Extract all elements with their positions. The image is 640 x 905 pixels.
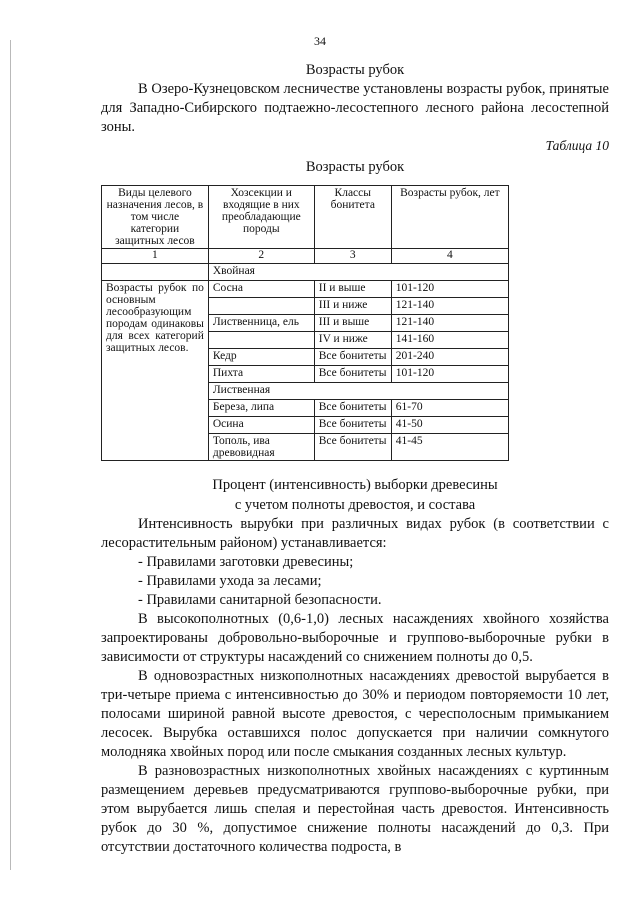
species-cell <box>208 298 314 315</box>
column-number: 1 <box>102 249 209 264</box>
page-content <box>101 60 609 857</box>
group-label-deciduous: Лиственная <box>208 383 508 400</box>
table-row <box>102 264 509 281</box>
age-cell: 121-140 <box>391 315 508 332</box>
age-cell: 101-120 <box>391 366 508 383</box>
scan-margin-line <box>10 40 11 870</box>
age-cell: 141-160 <box>391 332 508 349</box>
age-cell: 121-140 <box>391 298 508 315</box>
column-number: 2 <box>208 249 314 264</box>
class-cell: Все бонитеты <box>314 349 391 366</box>
column-number-row <box>102 249 509 264</box>
intro-paragraph: В Озеро-Кузнецовском лесничестве установлены возрасты рубок, принятые для Западно-Сибирского подтаежно-лесостепного лесного района лесостепной зоны. <box>101 81 609 135</box>
age-cell: 41-50 <box>391 417 508 434</box>
table-row <box>102 281 509 298</box>
species-cell: Береза, липа <box>208 400 314 417</box>
table-header-row <box>102 186 509 249</box>
header-cell: Хозсекции и входящие в них преобладающие породы <box>208 186 314 249</box>
species-cell <box>208 332 314 349</box>
section2-title-line1: Процент (интенсивность) выборки древесины <box>212 477 498 493</box>
table-label: Таблица 10 <box>545 138 609 153</box>
species-cell: Сосна <box>208 281 314 298</box>
header-cell: Виды целевого назначения лесов, в том числе категории защитных лесов <box>102 186 209 249</box>
bullet-item: - Правилами заготовки древесины; <box>138 554 354 570</box>
high-density-paragraph: В высокополнотных (0,6-1,0) лесных насаждениях хвойного хозяйства запроектированы добровольно-выборочные и группово-выборочные рубки в зависимости от структуры насаждений со снижением полноты до 0,5. <box>101 611 609 665</box>
species-cell: Пихта <box>208 366 314 383</box>
header-cell: Классы бонитета <box>314 186 391 249</box>
column-number: 3 <box>314 249 391 264</box>
intensity-paragraph: Интенсивность вырубки при различных видах рубок (в соответствии с лесорастительным районом) устанавливается: <box>101 516 609 551</box>
section-title: Возрасты рубок <box>305 62 405 78</box>
bullet-item: - Правилами ухода за лесами; <box>138 573 322 589</box>
class-cell: Все бонитеты <box>314 400 391 417</box>
class-cell: II и выше <box>314 281 391 298</box>
class-cell: Все бонитеты <box>314 434 391 461</box>
species-cell: Лиственница, ель <box>208 315 314 332</box>
age-cell: 101-120 <box>391 281 508 298</box>
class-cell: Все бонитеты <box>314 366 391 383</box>
header-cell: Возрасты рубок, лет <box>391 186 508 249</box>
species-cell: Кедр <box>208 349 314 366</box>
cutting-ages-table <box>101 185 509 461</box>
even-aged-paragraph: В одновозрастных низкополнотных насаждениях древостой вырубается в три-четыре приема с интенсивностью до 30% и периодом повторяемости 10 лет, полосами шириной равной высоте древостоя, с чересполосным примыканием лесосек. Вырубка оставшихся полос допускается при наличии сомкнутого молодняка хвойных пород или после смыкания созданных лесных культур. <box>101 668 609 760</box>
age-cell: 61-70 <box>391 400 508 417</box>
table-title: Возрасты рубок <box>305 159 405 175</box>
class-cell: III и выше <box>314 315 391 332</box>
species-cell: Тополь, ива древовидная <box>208 434 314 461</box>
bullet-item: - Правилами санитарной безопасности. <box>138 592 382 608</box>
uneven-aged-paragraph: В разновозрастных низкополнотных хвойных насаждениях с куртинным размещением деревьев предусматриваются группово-выборочные рубки, при этом вырубается лишь спелая и перестойная часть древостоя. Интенсивность рубок до 30 %, допустимое снижение полноты насаждений до 0,3. При отсутствии достаточного количества подроста, в <box>101 763 609 855</box>
age-cell: 41-45 <box>391 434 508 461</box>
class-cell: Все бонитеты <box>314 417 391 434</box>
column-number: 4 <box>391 249 508 264</box>
age-cell: 201-240 <box>391 349 508 366</box>
group-label-conifer: Хвойная <box>208 264 508 281</box>
species-cell: Осина <box>208 417 314 434</box>
class-cell: III и ниже <box>314 298 391 315</box>
page-number: 34 <box>314 34 326 48</box>
section2-title-line2: с учетом полноты древостоя, и состава <box>234 497 476 513</box>
table-cell <box>102 264 209 281</box>
class-cell: IV и ниже <box>314 332 391 349</box>
target-purpose-cell: Возрасты рубок по основным лесообразующим породам одинаковы для всех категорий защитных лесов. <box>102 281 209 461</box>
